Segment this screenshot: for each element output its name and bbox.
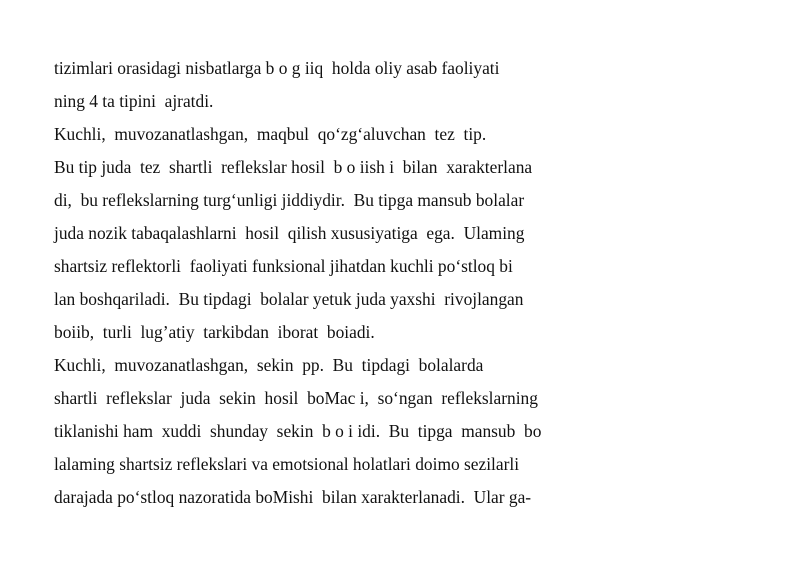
text-line-12: tiklanishi ham xuddi shunday sekin b o i idi. Bu tipga mansub bo [54,421,542,441]
text-line-4: Bu tip juda tez shartli reflekslar hosil b o iish i bilan xarakterlana [54,157,533,177]
text-line-11: shartli reflekslar juda sekin hosil boMac i, so‘ngan reflekslarning [54,388,538,408]
text-line-5: di, bu reflekslarning turg‘unligi jiddiydir. Bu tipga mansub bolalar [54,190,525,210]
text-line-13: lalaming shartsiz reflekslari va emotsional holatlari doimo sezilarli [54,454,520,474]
text-line-7: shartsiz reflektorli faoliyati funksional jihatdan kuchli po‘stloq bi [54,256,513,276]
text-line-3: Kuchli, muvozanatlashgan, maqbul qo‘zg‘aluvchan tez tip. [54,124,487,144]
text-line-2: ning 4 ta tipini ajratdi. [54,91,214,111]
text-line-14: darajada po‘stloq nazoratida boMishi bilan xarakterlanadi. Ular ga- [54,487,532,507]
text-line-1: tizimlari orasidagi nisbatlarga b o g iiq holda oliy asab faoliyati [54,58,500,78]
text-line-6: juda nozik tabaqalashlarni hosil qilish xususiyatiga ega. Ulaming [54,223,525,243]
text-line-9: boiib, turli lug’atiy tarkibdan iborat boiadi. [54,322,375,342]
body-text [54,52,774,514]
text-line-10: Kuchli, muvozanatlashgan, sekin pp. Bu tipdagi bolalarda [54,355,484,375]
text-line-8: lan boshqariladi. Bu tipdagi bolalar yetuk juda yaxshi rivojlangan [54,289,524,309]
